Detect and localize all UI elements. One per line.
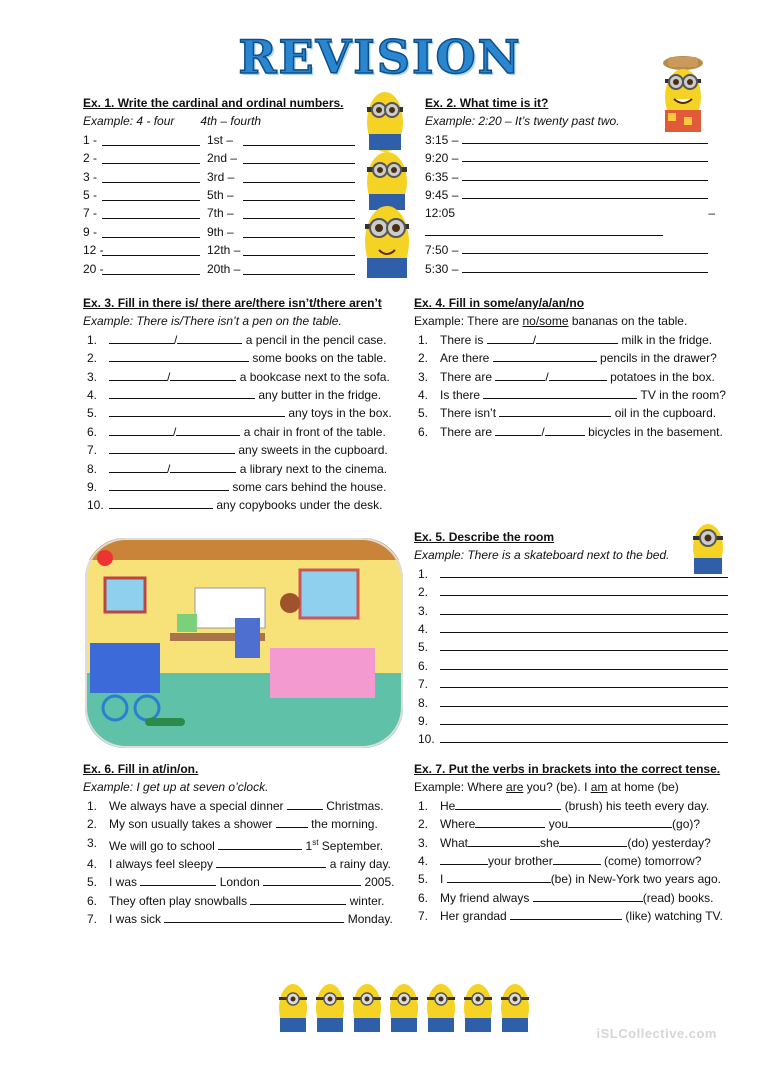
- ex2-time-row: [425, 241, 715, 259]
- answer-blank[interactable]: [495, 424, 541, 436]
- cardinal-number: 20 -: [83, 261, 104, 276]
- ex6-section: [83, 760, 405, 929]
- answer-blank[interactable]: [177, 332, 242, 344]
- window-left: [105, 578, 145, 612]
- balloon: [97, 550, 113, 566]
- ex7-item: 7. Her grandad (like) watching TV.: [414, 907, 736, 925]
- chair: [235, 618, 260, 658]
- item-text: some books on the table.: [252, 351, 387, 366]
- item-number: 5.: [418, 406, 429, 421]
- ex4-item: [414, 349, 734, 367]
- time-label: 3:15 –: [425, 132, 459, 147]
- item-text-end: pencils in the drawer?: [600, 351, 717, 366]
- ex5-item: [414, 694, 732, 712]
- ex3-item: 3. / a bookcase next to the sofa.: [83, 368, 405, 386]
- item-text-start: Is there: [440, 388, 481, 403]
- item-text: a library next to the cinema.: [239, 461, 388, 476]
- ex5-section: [414, 528, 732, 749]
- answer-blank[interactable]: [553, 853, 601, 865]
- cardinal-number: 1 -: [83, 132, 98, 147]
- cardinal-number: 12 -: [83, 243, 104, 258]
- ex5-item: [414, 583, 732, 601]
- cardinal-number: 5 -: [83, 187, 98, 202]
- ex3-item: 8. / a library next to the cinema.: [83, 460, 405, 478]
- item-number: 6.: [418, 890, 429, 905]
- minion-small-illustration: [688, 520, 728, 582]
- item-text-end: oil in the cupboard.: [614, 406, 717, 421]
- ordinal-number: 12th –: [207, 243, 241, 258]
- ex2-heading: Ex. 2. What time is it?: [425, 96, 549, 110]
- ex6-item: [83, 855, 405, 873]
- ex7-item: 1. He (brush) his teeth every day.: [414, 797, 736, 815]
- answer-blank[interactable]: [109, 479, 229, 491]
- ex1-example: Example: 4 - four 4th – fourth: [83, 114, 262, 129]
- answer-blank[interactable]: [559, 835, 627, 847]
- item-text: a pencil in the pencil case.: [245, 332, 387, 347]
- ex4-items: [414, 331, 734, 441]
- item-number: 5.: [87, 875, 98, 890]
- time-answer-blank[interactable]: [462, 169, 708, 181]
- item-number: 1.: [418, 332, 429, 347]
- item-text: a bookcase next to the sofa.: [239, 369, 390, 384]
- item-text-end: a rainy day.: [329, 857, 391, 872]
- answer-blank[interactable]: [287, 798, 323, 810]
- time-label: 7:50 –: [425, 243, 459, 258]
- description-answer-blank[interactable]: [440, 713, 728, 725]
- item-text-start: There are: [440, 424, 493, 439]
- item-number: 6.: [418, 424, 429, 439]
- ex2-time-row: [425, 260, 715, 278]
- ex1-row: [83, 131, 358, 149]
- ex3-items: [83, 331, 405, 515]
- ordinal-answer-blank[interactable]: [243, 189, 355, 201]
- item-number: 1.: [87, 332, 98, 347]
- item-number: 2.: [418, 585, 429, 600]
- ex1-row: [83, 241, 358, 259]
- cardinal-answer-blank[interactable]: [102, 207, 200, 219]
- item-text-end: potatoes in the box.: [610, 369, 715, 384]
- ex1-row: [83, 168, 358, 186]
- answer-blank[interactable]: [250, 893, 346, 905]
- page-title: REVISION: [238, 30, 522, 84]
- item-text-start: There is: [440, 332, 484, 347]
- ex3-item: [83, 478, 405, 496]
- item-number: 6.: [87, 893, 98, 908]
- description-answer-blank[interactable]: [440, 584, 728, 596]
- ex6-item: 5. I was London 2005.: [83, 873, 405, 891]
- item-text: any toys in the box.: [288, 406, 392, 421]
- item-number: 5.: [418, 640, 429, 655]
- ex5-item: [414, 565, 732, 583]
- item-number: 6.: [418, 658, 429, 673]
- ex6-items: [83, 797, 405, 929]
- item-number: 8.: [418, 695, 429, 710]
- item-number: 10.: [418, 732, 435, 747]
- cardinal-number: 9 -: [83, 224, 98, 239]
- item-number: 3.: [87, 369, 98, 384]
- footer-watermark: iSLCollective.com: [596, 1026, 717, 1041]
- minion-group-illustration: [275, 980, 540, 1040]
- ordinal-answer-blank[interactable]: [243, 134, 355, 146]
- cardinal-answer-blank[interactable]: [102, 171, 200, 183]
- item-number: 4.: [418, 621, 429, 636]
- description-answer-blank[interactable]: [440, 658, 728, 670]
- description-answer-blank[interactable]: [440, 731, 728, 743]
- answer-blank[interactable]: [109, 405, 285, 417]
- ex7-section: [414, 760, 736, 926]
- bed-left: [90, 643, 160, 693]
- ex7-item: 2. Where you (go)?: [414, 815, 736, 833]
- item-number: 3.: [418, 835, 429, 850]
- answer-blank[interactable]: [468, 835, 540, 847]
- item-number: 3.: [87, 835, 98, 850]
- cardinal-answer-blank[interactable]: [102, 152, 200, 164]
- ordinal-number: 5th –: [207, 187, 234, 202]
- item-number: 3.: [418, 603, 429, 618]
- description-answer-blank[interactable]: [440, 566, 728, 578]
- cardinal-number: 2 -: [83, 151, 98, 166]
- minion-bottom: [365, 206, 409, 278]
- ex5-item: [414, 638, 732, 656]
- time-label: 9:20 –: [425, 151, 459, 166]
- ex1-heading: Ex. 1. Write the cardinal and ordinal numbers.: [83, 96, 344, 110]
- item-number: 10.: [87, 498, 104, 513]
- item-text: any copybooks under the desk.: [216, 498, 383, 513]
- item-text: any sweets in the cupboard.: [238, 443, 388, 458]
- answer-blank[interactable]: [109, 424, 173, 436]
- ordinal-answer-blank[interactable]: [243, 152, 355, 164]
- item-number: 4.: [87, 387, 98, 402]
- ex7-example: Example: Where are you? (be). I am at home (be): [414, 780, 679, 795]
- ex4-item: [414, 386, 734, 404]
- minion-figure: [390, 984, 418, 1032]
- ordinal-answer-blank[interactable]: [243, 171, 355, 183]
- ex2-rows-2: [425, 241, 715, 278]
- ex5-items: [414, 565, 732, 749]
- ex7-item: 6. My friend always (read) books.: [414, 889, 736, 907]
- minion-figure: [353, 984, 381, 1032]
- item-text: any butter in the fridge.: [258, 387, 382, 402]
- answer-blank[interactable]: [216, 856, 326, 868]
- ex1-row: [83, 260, 358, 278]
- item-text-end: winter.: [349, 893, 385, 908]
- item-text-start: They often play snowballs: [109, 893, 248, 908]
- item-text-end: Monday.: [347, 912, 393, 927]
- minion-figure: [501, 984, 529, 1032]
- item-text-end: Christmas.: [326, 798, 384, 813]
- item-text-start: We always have a special dinner: [109, 798, 284, 813]
- ordinal-number: 3rd –: [207, 169, 235, 184]
- item-number: 7.: [418, 909, 429, 924]
- cardinal-answer-blank[interactable]: [102, 134, 200, 146]
- item-text-start: We will go to school: [109, 838, 215, 853]
- minion-figure: [316, 984, 344, 1032]
- ordinal-number: 2nd –: [207, 151, 238, 166]
- answer-blank[interactable]: [536, 332, 618, 344]
- item-number: 4.: [418, 388, 429, 403]
- answer-blank[interactable]: [276, 816, 308, 828]
- ex5-example: Example: There is a skateboard next to the bed.: [414, 548, 670, 563]
- answer-blank[interactable]: [109, 461, 167, 473]
- ex2-row-1205: 12:05 –: [425, 206, 715, 221]
- ex6-item: 3. We will go to school 1st September.: [87, 835, 384, 853]
- ex3-item: 6. / a chair in front of the table.: [83, 423, 405, 441]
- ex1-rows: [83, 131, 358, 278]
- ex2-time-row: [425, 186, 715, 204]
- ex4-heading: Ex. 4. Fill in some/any/a/an/no: [414, 296, 585, 310]
- ordinal-answer-blank[interactable]: [243, 263, 355, 275]
- item-text-end: TV in the room?: [640, 388, 726, 403]
- answer-blank[interactable]: [109, 497, 213, 509]
- ex7-item: 3. What she (do) yesterday?: [414, 834, 736, 852]
- ex6-item: [83, 815, 405, 833]
- answer-blank[interactable]: [170, 461, 236, 473]
- description-answer-blank[interactable]: [440, 695, 728, 707]
- computer: [177, 614, 197, 632]
- item-number: 5.: [418, 872, 429, 887]
- answer-blank[interactable]: [170, 369, 236, 381]
- minion-stack-illustration: [355, 82, 417, 282]
- time-label: 9:45 –: [425, 187, 459, 202]
- teddy-bear: [280, 593, 300, 613]
- item-number: 4.: [87, 857, 98, 872]
- description-answer-blank[interactable]: [440, 621, 728, 633]
- ex7-heading: Ex. 7. Put the verbs in brackets into the correct tense.: [414, 762, 721, 776]
- ordinal-number: 1st –: [207, 132, 234, 147]
- ordinal-answer-blank[interactable]: [243, 244, 355, 256]
- item-text-start: I always feel sleepy: [109, 857, 214, 872]
- item-number: 7.: [87, 443, 98, 458]
- ex7-item: 4. your brother (come) tomorrow?: [414, 852, 736, 870]
- answer-blank[interactable]: [568, 816, 672, 828]
- ex3-item: [83, 496, 405, 514]
- ex3-item: [83, 441, 405, 459]
- answer-blank[interactable]: [495, 369, 545, 381]
- description-answer-blank[interactable]: [440, 639, 728, 651]
- ex5-item: [414, 657, 732, 675]
- cardinal-number: 7 -: [83, 206, 98, 221]
- item-text-start: Are there: [440, 351, 490, 366]
- minion-top: [367, 92, 403, 152]
- ex1-section: [83, 94, 358, 278]
- ordinal-number: 7th –: [207, 206, 234, 221]
- answer-blank[interactable]: [499, 405, 611, 417]
- ex5-item: [414, 620, 732, 638]
- answer-blank[interactable]: [475, 816, 545, 828]
- room-illustration: [85, 538, 403, 748]
- answer-blank[interactable]: [510, 908, 622, 920]
- item-number: 8.: [87, 461, 98, 476]
- answer-blank[interactable]: [140, 874, 216, 886]
- ex3-section: [83, 294, 405, 515]
- ex6-item: [83, 797, 405, 815]
- answer-blank[interactable]: [455, 798, 561, 810]
- ex5-heading: Ex. 5. Describe the room: [414, 530, 555, 544]
- ex1-row: [83, 223, 358, 241]
- item-text: a chair in front of the table.: [243, 424, 386, 439]
- ex4-item: 6. There are / bicycles in the basement.: [414, 423, 734, 441]
- time-answer-blank[interactable]: [462, 187, 708, 199]
- ordinal-answer-blank[interactable]: [243, 226, 355, 238]
- skateboard: [145, 718, 185, 726]
- answer-blank[interactable]: [487, 332, 533, 344]
- item-text-start: There isn’t: [440, 406, 497, 421]
- window-right: [300, 570, 358, 618]
- time-label: 6:35 –: [425, 169, 459, 184]
- ex3-item: 1. / a pencil in the pencil case.: [83, 331, 405, 349]
- time-answer-blank[interactable]: [462, 242, 708, 254]
- ex3-heading: Ex. 3. Fill in there is/ there are/there isn’t/there aren’t: [83, 296, 382, 310]
- ex3-example: Example: There is/There isn’t a pen on the table.: [83, 314, 342, 329]
- ex2-rows: [425, 131, 715, 205]
- cardinal-answer-blank[interactable]: [102, 189, 200, 201]
- ex4-item: 1. There is / milk in the fridge.: [414, 331, 734, 349]
- ex5-item: [414, 675, 732, 693]
- answer-blank[interactable]: [109, 387, 255, 399]
- minion-figure: [464, 984, 492, 1032]
- ex5-item: [414, 602, 732, 620]
- time-label: 5:30 –: [425, 261, 459, 276]
- time-answer-blank[interactable]: [462, 261, 708, 273]
- ordinal-number: 9th –: [207, 224, 234, 239]
- ex2-answer-line[interactable]: [425, 224, 663, 236]
- ex2-time-row: [425, 149, 715, 167]
- ex4-example: Example: There are no/some bananas on the table.: [414, 314, 688, 329]
- item-number: 6.: [87, 424, 98, 439]
- ex6-item: [83, 892, 405, 910]
- item-number: 3.: [418, 369, 429, 384]
- ordinal-answer-blank[interactable]: [243, 207, 355, 219]
- cardinal-answer-blank[interactable]: [102, 244, 200, 256]
- item-text-start: I was: [109, 875, 138, 890]
- minion-explorer-illustration: [654, 55, 712, 139]
- item-number: 1.: [87, 798, 98, 813]
- item-number: 1.: [418, 566, 429, 581]
- answer-blank[interactable]: [440, 853, 488, 865]
- item-number: 9.: [87, 479, 98, 494]
- ex7-items: [414, 797, 736, 926]
- cardinal-number: 3 -: [83, 169, 98, 184]
- item-number: 2.: [418, 351, 429, 366]
- ex3-item: [83, 404, 405, 422]
- ex4-section: [414, 294, 734, 441]
- answer-blank[interactable]: [109, 332, 174, 344]
- ex6-example: Example: I get up at seven o’clock.: [83, 780, 269, 795]
- bed-right: [270, 648, 375, 698]
- description-answer-blank[interactable]: [440, 603, 728, 615]
- item-text-end: milk in the fridge.: [621, 332, 713, 347]
- ordinal-number: 20th –: [207, 261, 241, 276]
- answer-blank[interactable]: [109, 369, 167, 381]
- answer-blank[interactable]: [545, 424, 585, 436]
- answer-blank[interactable]: [218, 838, 302, 850]
- item-number: 2.: [418, 817, 429, 832]
- answer-blank[interactable]: [176, 424, 240, 436]
- item-number: 9.: [418, 713, 429, 728]
- item-number: 1.: [418, 798, 429, 813]
- item-number: 2.: [87, 351, 98, 366]
- time-answer-blank[interactable]: [462, 150, 708, 162]
- answer-blank[interactable]: [533, 890, 643, 902]
- ex1-row: [83, 204, 358, 222]
- answer-blank[interactable]: [164, 911, 344, 923]
- ex5-item: [414, 730, 732, 748]
- minion-figure: [279, 984, 307, 1032]
- ex7-item: 5. I (be) in New-York two years ago.: [414, 870, 736, 888]
- item-text-start: There are: [440, 369, 493, 384]
- ex3-item: [83, 349, 405, 367]
- ex6-heading: Ex. 6. Fill in at/in/on.: [83, 762, 199, 776]
- item-number: 7.: [418, 677, 429, 692]
- item-number: 7.: [87, 912, 98, 927]
- item-text-end: the morning.: [311, 817, 378, 832]
- item-number: 2.: [87, 817, 98, 832]
- ex4-item: 3. There are / potatoes in the box.: [414, 368, 734, 386]
- ex2-time-row: [425, 168, 715, 186]
- ex3-item: [83, 386, 405, 404]
- answer-blank[interactable]: [483, 387, 637, 399]
- item-text-start: I was sick: [109, 912, 162, 927]
- item-number: 5.: [87, 406, 98, 421]
- answer-blank[interactable]: [109, 442, 235, 454]
- ex6-item: [83, 910, 405, 928]
- cardinal-answer-blank[interactable]: [102, 263, 200, 275]
- item-text-start: My son usually takes a shower: [109, 817, 273, 832]
- item-text-end: bicycles in the basement.: [588, 424, 723, 439]
- ex4-item: [414, 404, 734, 422]
- answer-blank[interactable]: [109, 350, 249, 362]
- ex5-item: [414, 712, 732, 730]
- item-text: some cars behind the house.: [232, 479, 387, 494]
- item-number: 4.: [418, 854, 429, 869]
- answer-blank[interactable]: [493, 350, 597, 362]
- ex2-example: Example: 2:20 – It’s twenty past two.: [425, 114, 620, 129]
- answer-blank[interactable]: [447, 871, 551, 883]
- cardinal-answer-blank[interactable]: [102, 226, 200, 238]
- ex1-row: [83, 186, 358, 204]
- minion-middle: [367, 152, 407, 212]
- answer-blank[interactable]: [263, 874, 361, 886]
- description-answer-blank[interactable]: [440, 676, 728, 688]
- answer-blank[interactable]: [549, 369, 607, 381]
- ex1-row: [83, 149, 358, 167]
- minion-figure: [427, 984, 455, 1032]
